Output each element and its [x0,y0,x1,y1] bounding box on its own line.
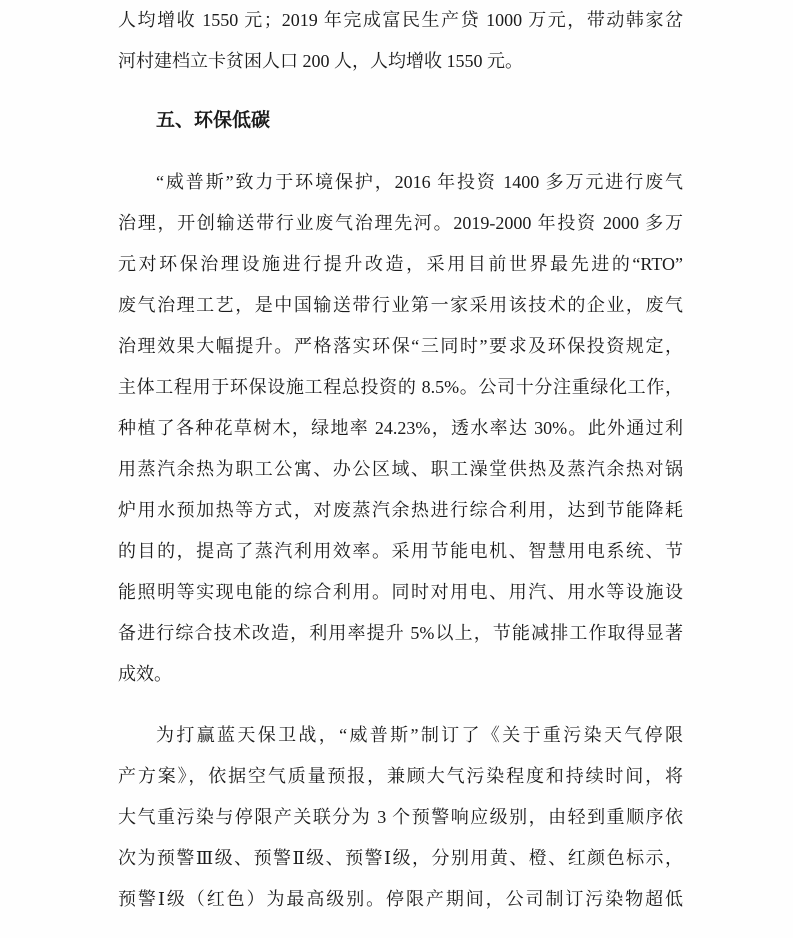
para-blue-sky-defense [118,715,683,920]
text-line: 的目的，提高了蒸汽利用效率。采用节能电机、智慧用电系统、节 [118,541,683,561]
text-line: 种植了各种花草树木，绿地率 24.23%，透水率达 30%。此外通过利 [118,418,683,438]
text-line: 为打赢蓝天保卫战，“威普斯”制订了《关于重污染天气停限 [156,725,683,745]
text-line: 治理效果大幅提升。严格落实环保“三同时”要求及环保投资规定， [118,336,683,356]
para-environment-investment [118,162,683,695]
text-line: 次为预警Ⅲ级、预警Ⅱ级、预警Ⅰ级，分别用黄、橙、红颜色标示， [118,848,683,868]
text-column [118,0,683,920]
text-line: 治理，开创输送带行业废气治理先河。2019-2000 年投资 2000 多万 [118,213,683,233]
text-line: 产方案》，依据空气质量预报，兼顾大气污染程度和持续时间，将 [118,766,683,786]
text-line: “威普斯”致力于环境保护，2016 年投资 1400 多万元进行废气 [156,172,683,192]
text-line: 元对环保治理设施进行提升改造，采用目前世界最先进的“RTO” [118,254,683,274]
para-poverty-loan-continuation [118,0,683,82]
text-line: 废气治理工艺，是中国输送带行业第一家采用该技术的企业，废气 [118,295,683,315]
text-line: 大气重污染与停限产关联分为 3 个预警响应级别，由轻到重顺序依 [118,807,683,827]
text-line: 备进行综合技术改造，利用率提升 5%以上，节能减排工作取得显著 [118,623,683,643]
text-line: 人均增收 1550 元；2019 年完成富民生产贷 1000 万元，带动韩家岔 [118,10,683,30]
text-line: 主体工程用于环保设施工程总投资的 8.5%。公司十分注重绿化工作， [118,377,683,397]
section-heading-five: 五、环保低碳 [156,110,271,131]
text-line: 能照明等实现电能的综合利用。同时对用电、用汽、用水等设施设 [118,582,683,602]
text-line: 河村建档立卡贫困人口 200 人，人均增收 1550 元。 [118,51,523,71]
text-line: 成效。 [118,664,172,684]
heading-block [118,100,683,141]
text-line: 用蒸汽余热为职工公寓、办公区域、职工澡堂供热及蒸汽余热对锅 [118,459,683,479]
text-line: 预警Ⅰ级（红色）为最高级别。停限产期间，公司制订污染物超低 [118,889,683,909]
text-line: 炉用水预加热等方式，对废蒸汽余热进行综合利用，达到节能降耗 [118,500,683,520]
